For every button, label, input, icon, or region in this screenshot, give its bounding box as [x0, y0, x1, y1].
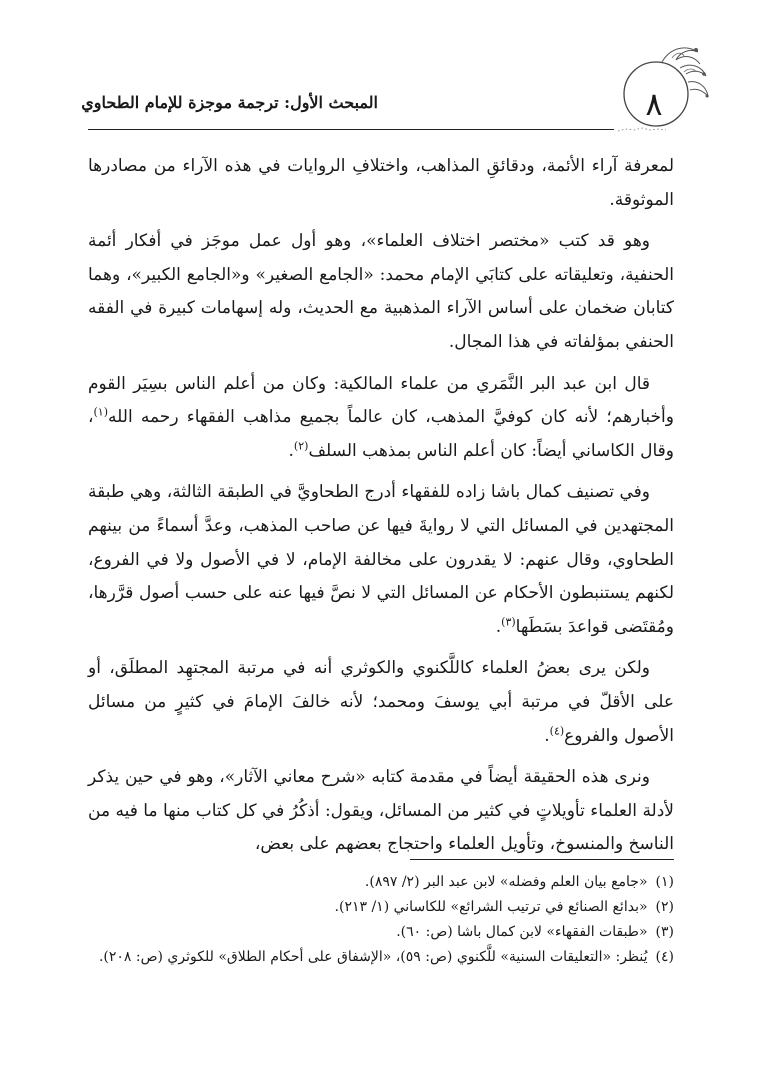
paragraph: ولكن يرى بعضُ العلماء كاللَّكنوي والكوثري أنه في مرتبة المجتهِد المطلَق، أو على الأقلّ في مرتبة أبي يوسفَ ومحمد؛ لأنه خالفَ الإمامَ في كثيرٍ من مسائل الأصول والفروع$^{(٤)}$. [88, 658, 674, 746]
footnote-item [88, 870, 674, 895]
footnote-reference: (٤) [549, 723, 565, 737]
paragraph: ونرى هذه الحقيقة أيضاً في مقدمة كتابه «شرح معاني الآثار»، وهو في حين يذكر لأدلة العلماء تأويلاتٍ في كثير من المسائل، ويقول: أذكُرُ في كل كتاب منها ما فيه من الناسخ والمنسوخ، وتأويل العلماء واحتجاج بعضهم على بعض، [88, 767, 674, 855]
footnote-reference: (٢) [293, 439, 309, 453]
footnote-divider [410, 859, 674, 860]
footnote-number: (٢) [655, 899, 674, 915]
footnote-item [88, 945, 674, 970]
paragraph: لمعرفة آراء الأئمة، ودقائقِ المذاهب، واختلافِ الروايات في هذه الآراء من مصادرها الموثوقة. [88, 156, 674, 210]
page-number: ٨ [645, 85, 663, 123]
footnote-text: «جامع بيان العلم وفضله» لابن عبد البر (٢/ ٨٩٧). [364, 874, 648, 890]
footnote-item [88, 920, 674, 945]
footnote-number: (١) [655, 874, 674, 890]
footnote-text: «طبقات الفقهاء» لابن كمال باشا (ص: ٦٠). [396, 924, 648, 940]
footnotes [88, 870, 674, 970]
paragraph: قال ابن عبد البر النَّمَري من علماء المالكية: وكان من أعلم الناس بسِيَر القوم وأخبارهم؛ لأنه كان كوفيَّ المذهب، كان عالماً بجميع مذاهب الفقهاء رحمه الله$^{(١)}$، وقال الكاساني أيضاً: كان أعلم الناس بمذهب السلف$^{(٢)}$. [88, 373, 674, 461]
main-text [88, 150, 674, 870]
footnote-item [88, 895, 674, 920]
page-header [0, 38, 761, 138]
paragraph: وفي تصنيف كمال باشا زاده للفقهاء أدرج الطحاويَّ في الطبقة الثالثة، وهي طبقة المجتهدين في المسائل التي لا روايةَ فيها عن صاحب المذهب، وعدَّ أسماءً من بينهم الطحاوي، وقال عنهم: لا يقدرون على مخالفة الإمام، لا في الأصول ولا في الفروع، لكنهم يستنبطون الأحكام عن المسائل التي لا نصَّ فيها عنه على حسب أصول قرَّرها، ومُقتَضى قواعدَ بسَطَها$^{(٣)}$. [88, 482, 674, 637]
footnote-text: يُنظر: «التعليقات السنية» للَّكنوي (ص: ٥٩)، «الإشفاق على أحكام الطلاق» للكوثري (ص: ٢٠٨). [98, 949, 648, 965]
footnote-text: «بدائع الصنائع في ترتيب الشرائع» للكاساني (١/ ٢١٣). [334, 899, 648, 915]
running-title: المبحث الأول: ترجمة موجزة للإمام الطحاوي [81, 93, 378, 112]
paragraph: وهو قد كتب «مختصر اختلاف العلماء»، وهو أول عمل موجَز في أفكار أئمة الحنفية، وتعليقاته على كتابَي الإمام محمد: «الجامع الصغير» و«الجامع الكبير»، وهما كتابان ضخمان على أساس الآراء المذهبية مع الحديث، وله إسهامات كبيرة في الفقه الحنفي بمؤلفاته في هذا المجال. [88, 231, 674, 352]
footnote-number: (٤) [655, 949, 674, 965]
header-divider [88, 129, 614, 130]
footnote-number: (٣) [655, 924, 674, 940]
footnote-reference: (٣) [501, 615, 516, 629]
footnote-reference: (١) [93, 405, 109, 419]
